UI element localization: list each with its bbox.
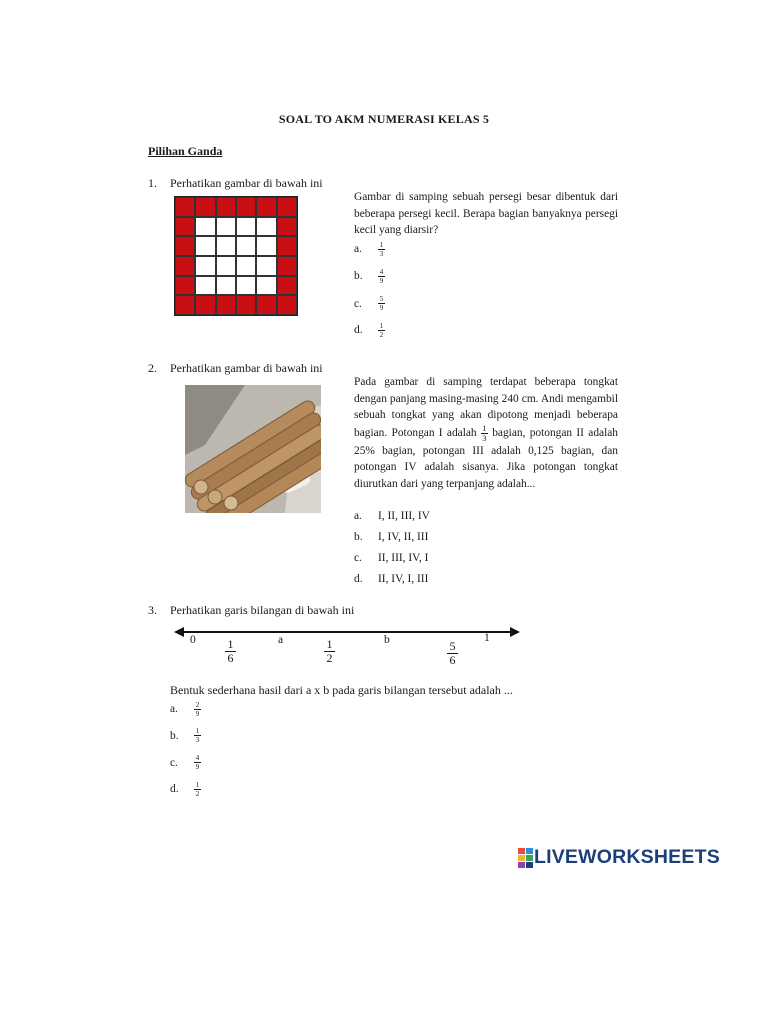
denominator: 9 (195, 763, 200, 771)
q2-text-after: bagian, potongan II adalah 25% bagian, potongan III adalah 0,125 bagian, dan potongan IV adalah sisanya. Jika potongan tongkat diurutkan dari yang terpanjang adalah... (354, 426, 618, 490)
grid-cell-shaded (277, 217, 297, 237)
grid-cell-shaded (236, 295, 256, 315)
q2-inline-fraction (481, 424, 488, 443)
q2-prompt: Perhatikan gambar di bawah ini (170, 361, 323, 375)
option-fraction (194, 754, 201, 771)
denominator: 2 (326, 651, 333, 665)
grid-cell-shaded (256, 295, 276, 315)
numberline-b-label: b (384, 634, 390, 646)
q2-option-c[interactable] (354, 547, 430, 568)
numerator: 1 (326, 637, 333, 651)
q3-option-c[interactable] (170, 749, 201, 776)
q1-prompt: Perhatikan gambar di bawah ini (170, 176, 323, 190)
option-letter: a. (354, 243, 362, 255)
grid-cell-shaded (175, 217, 195, 237)
option-letter: c. (170, 756, 178, 769)
q3-question-text: Bentuk sederhana hasil dari a x b pada garis bilangan tersebut adalah ... (170, 683, 513, 697)
denominator: 2 (195, 789, 200, 798)
q3-option-a[interactable] (170, 696, 201, 722)
numberline-zero-label: 0 (190, 634, 196, 646)
option-letter: a. (354, 509, 362, 522)
grid-cell-plain (216, 217, 236, 237)
q1-option-d[interactable] (354, 317, 385, 343)
grid-cell-plain (216, 256, 236, 276)
numerator: 1 (195, 780, 200, 789)
grid-cell-plain (216, 236, 236, 256)
option-fraction (194, 727, 201, 744)
section-heading: Pilihan Ganda (148, 144, 223, 158)
option-fraction (194, 701, 201, 718)
grid-cell-plain (195, 276, 215, 296)
q2-text-before: Pada gambar di samping terdapat beberapa tongkat dengan panjang masing-masing 240 cm. Andi mengambil sebuah tongkat yang akan dipotong menjadi beberapa bagian. Potongan I adalah (354, 376, 618, 439)
q2-option-b[interactable] (354, 526, 430, 547)
q1-option-a[interactable] (354, 236, 385, 262)
denominator: 3 (379, 249, 384, 258)
grid-cell-shaded (195, 295, 215, 315)
option-letter: b. (170, 729, 179, 742)
grid-cell-shaded (175, 276, 195, 296)
q3-option-b[interactable] (170, 722, 201, 749)
numerator: 1 (379, 240, 384, 249)
q2-number: 2. (148, 361, 157, 375)
grid-cell-plain (236, 217, 256, 237)
denominator: 3 (482, 432, 487, 443)
option-fraction (378, 322, 385, 339)
numerator: 1 (379, 321, 384, 330)
grid-cell-plain (195, 236, 215, 256)
grid-cell-shaded (277, 276, 297, 296)
grid-cell-plain (256, 276, 276, 296)
q2-options (354, 505, 430, 589)
q2-question-text (354, 374, 618, 493)
numerator: 1 (195, 727, 200, 735)
grid-cell-shaded (256, 197, 276, 217)
liveworksheets-logo-icon (518, 848, 534, 868)
q1-number: 1. (148, 176, 157, 190)
numerator: 5 (449, 639, 456, 653)
q1-options (354, 236, 385, 343)
q1-square-grid (174, 196, 298, 316)
q1-question-text: Gambar di samping sebuah persegi besar dibentuk dari beberapa persegi kecil. Berapa bagian banyaknya persegi kecil yang diarsir? (354, 191, 618, 237)
q3-prompt: Perhatikan garis bilangan di bawah ini (170, 603, 355, 617)
q1-option-c[interactable] (354, 290, 385, 317)
page-title: SOAL TO AKM NUMERASI KELAS 5 (278, 112, 490, 126)
grid-cell-plain (195, 217, 215, 237)
grid-cell-shaded (236, 197, 256, 217)
option-fraction (378, 241, 385, 258)
grid-cell-plain (256, 217, 276, 237)
option-letter: d. (354, 572, 363, 585)
option-letter: c. (354, 551, 362, 564)
grid-cell-shaded (277, 236, 297, 256)
grid-cell-shaded (216, 295, 236, 315)
grid-cell-shaded (277, 256, 297, 276)
numberline-fraction-five-sixths (447, 637, 458, 667)
q3-option-d[interactable] (170, 776, 201, 802)
option-text: I, IV, II, III (378, 530, 429, 543)
left-arrow-icon (174, 627, 184, 637)
option-letter: a. (170, 703, 178, 715)
q2-option-a[interactable] (354, 505, 430, 526)
q3-number: 3. (148, 603, 157, 617)
grid-cell-shaded (216, 197, 236, 217)
option-letter: d. (170, 783, 179, 795)
option-text: II, III, IV, I (378, 551, 429, 564)
denominator: 6 (449, 653, 456, 667)
denominator: 3 (195, 736, 200, 744)
liveworksheets-logo-text: LIVEWORKSHEETS (534, 846, 720, 868)
numberline-fraction-one-half (324, 635, 335, 665)
option-text: II, IV, I, III (378, 572, 429, 585)
grid-cell-plain (256, 236, 276, 256)
grid-cell-shaded (195, 197, 215, 217)
grid-cell-shaded (277, 197, 297, 217)
numberline-fraction-one-sixth (225, 635, 236, 665)
grid-cell-plain (236, 256, 256, 276)
grid-cell-shaded (175, 256, 195, 276)
numerator: 4 (195, 754, 200, 762)
q2-option-d[interactable] (354, 568, 430, 589)
numerator: 1 (227, 637, 234, 651)
grid-cell-shaded (175, 236, 195, 256)
option-fraction (378, 295, 385, 312)
wooden-sticks-image (185, 385, 321, 513)
denominator: 9 (195, 709, 200, 718)
right-arrow-icon (510, 627, 520, 637)
numerator: 4 (379, 267, 384, 276)
option-fraction (194, 781, 201, 798)
numerator: 5 (379, 295, 384, 303)
numberline-a-label: a (278, 634, 284, 646)
option-letter: b. (354, 530, 363, 543)
numerator: 1 (482, 422, 487, 433)
grid-cell-plain (236, 276, 256, 296)
option-fraction (378, 268, 385, 285)
option-letter: d. (354, 324, 363, 336)
q1-option-b[interactable] (354, 262, 385, 290)
denominator: 2 (379, 330, 384, 339)
denominator: 6 (227, 651, 234, 665)
q3-options (170, 696, 201, 802)
numberline-one-label: 1 (484, 632, 490, 644)
option-text: I, II, III, IV (378, 509, 430, 522)
wooden-sticks-photo (185, 385, 321, 513)
grid-cell-shaded (175, 295, 195, 315)
numerator: 2 (195, 700, 200, 709)
denominator: 9 (379, 304, 384, 312)
grid-cell-plain (256, 256, 276, 276)
grid-cell-plain (236, 236, 256, 256)
grid-cell-shaded (175, 197, 195, 217)
grid-cell-plain (195, 256, 215, 276)
denominator: 9 (379, 276, 384, 285)
option-letter: b. (354, 270, 363, 282)
grid-cell-shaded (277, 295, 297, 315)
grid-cell-plain (216, 276, 236, 296)
option-letter: c. (354, 297, 362, 310)
liveworksheets-logo (518, 846, 720, 869)
